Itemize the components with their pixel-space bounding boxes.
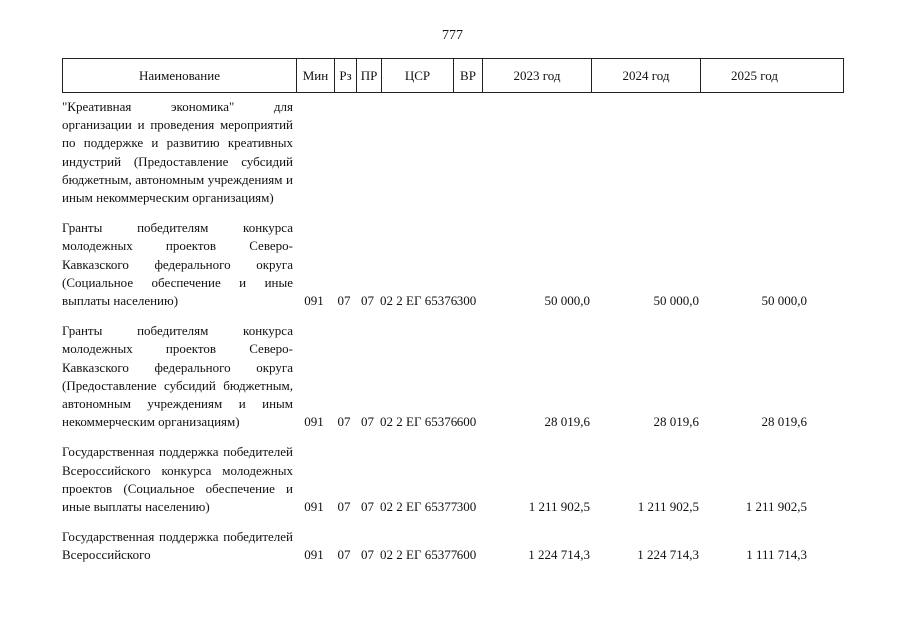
- row-2024: 1 211 902,5: [637, 499, 699, 515]
- row-2025: 28 019,6: [761, 414, 807, 430]
- row-pr: 07: [361, 499, 374, 515]
- row-vr: 300: [456, 293, 477, 309]
- budget-table: [62, 58, 844, 577]
- row-2025: 1 111 714,3: [746, 547, 807, 563]
- row-2023: 1 211 902,5: [528, 499, 590, 515]
- row-vr: 600: [456, 414, 477, 430]
- row-vr: 300: [456, 499, 477, 515]
- header-csr: ЦСР: [381, 59, 453, 92]
- row-name: Гранты победителям конкурса молодежных проектов Северо-Кавказского федерального округа (Социальное обеспечение и иные выплаты населению): [62, 220, 293, 309]
- table-header: [62, 58, 844, 93]
- row-2025: 50 000,0: [761, 293, 807, 309]
- row-rz: 07: [337, 414, 351, 430]
- row-name: "Креативная экономика" для организации и проведения мероприятий по поддержке и развитию креативных индустрий (Предоставление субсидий бюджетным, автономным учреждениям и иным некоммерческим организациям): [62, 99, 293, 206]
- row-min: 091: [304, 547, 324, 563]
- table-row: [62, 528, 844, 564]
- header-2025: 2025 год: [700, 59, 808, 92]
- row-2023: 28 019,6: [544, 414, 590, 430]
- row-2023: 1 224 714,3: [528, 547, 590, 563]
- row-min: 091: [304, 499, 324, 515]
- row-rz: 07: [337, 499, 351, 515]
- row-csr: 02 2 ЕГ 65376: [380, 293, 458, 309]
- row-csr: 02 2 ЕГ 65376: [380, 414, 458, 430]
- row-name: Государственная поддержка победителей Всероссийского: [62, 529, 293, 563]
- header-2023: 2023 год: [482, 59, 591, 92]
- row-csr: 02 2 ЕГ 65377: [380, 547, 458, 563]
- row-rz: 07: [337, 293, 351, 309]
- header-2024: 2024 год: [591, 59, 700, 92]
- page-number: 777: [442, 28, 463, 43]
- row-2023: 50 000,0: [544, 293, 590, 309]
- header-vr: ВР: [453, 59, 482, 92]
- table-body: [62, 98, 844, 565]
- header-min: Мин: [296, 59, 334, 92]
- row-name: Гранты победителям конкурса молодежных проектов Северо-Кавказского федерального округа (Предоставление субсидий бюджетным, автономным учреждениям и иным некоммерческим организациям): [62, 323, 293, 430]
- header-rz: Рз: [334, 59, 356, 92]
- table-row: [62, 98, 844, 207]
- row-pr: 07: [361, 293, 374, 309]
- row-2024: 1 224 714,3: [637, 547, 699, 563]
- row-vr: 600: [456, 547, 477, 563]
- row-min: 091: [304, 293, 324, 309]
- header-name: Наименование: [139, 67, 220, 83]
- table-row: [62, 322, 844, 431]
- row-2025: 1 211 902,5: [745, 499, 807, 515]
- row-pr: 07: [361, 414, 374, 430]
- row-rz: 07: [337, 547, 351, 563]
- row-min: 091: [304, 414, 324, 430]
- table-row: [62, 219, 844, 310]
- row-2024: 50 000,0: [653, 293, 699, 309]
- header-pr: ПР: [356, 59, 381, 92]
- row-2024: 28 019,6: [653, 414, 699, 430]
- table-row: [62, 443, 844, 516]
- row-pr: 07: [361, 547, 374, 563]
- row-csr: 02 2 ЕГ 65377: [380, 499, 458, 515]
- row-name: Государственная поддержка победителей Всероссийского конкурса молодежных проектов (Социальное обеспечение и иные выплаты населению): [62, 444, 293, 515]
